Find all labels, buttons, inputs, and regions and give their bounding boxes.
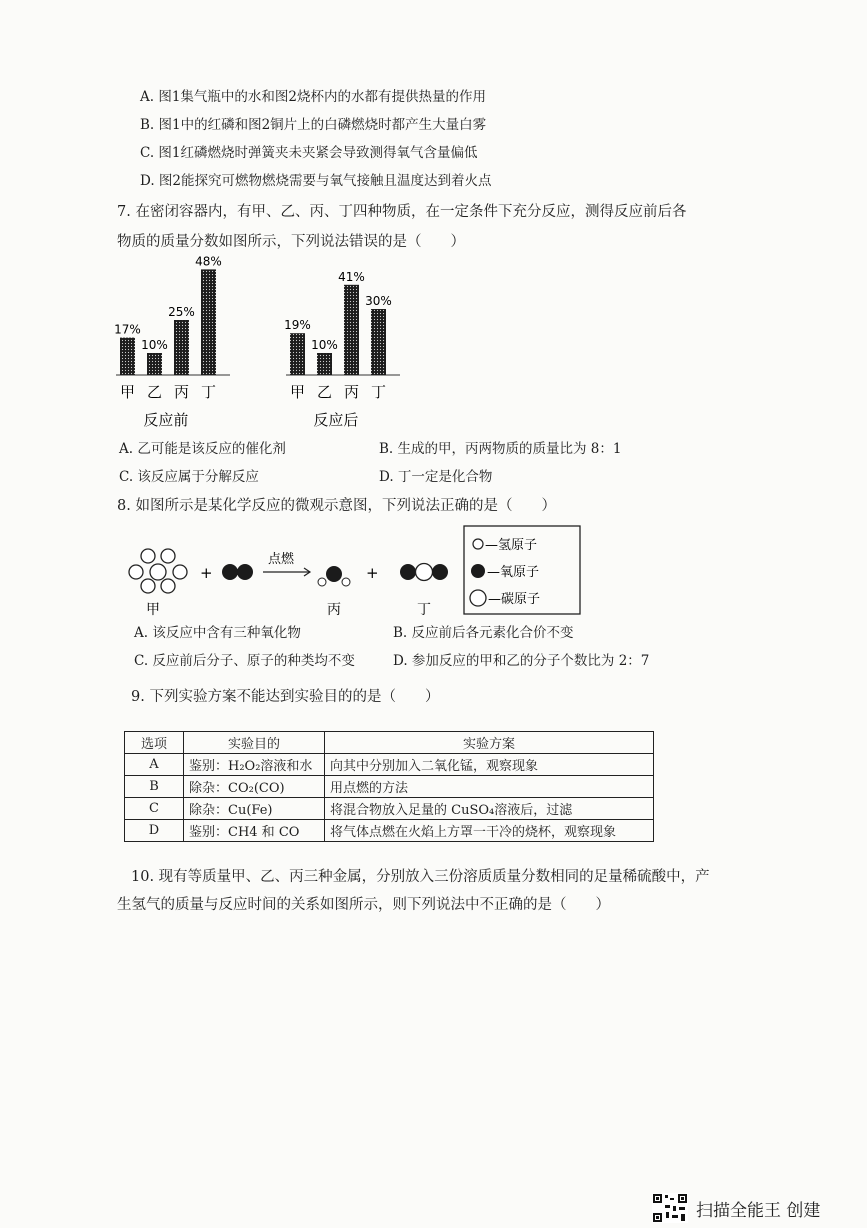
bar-甲 <box>290 333 305 375</box>
bar-丁 <box>371 309 386 375</box>
bar-丙 <box>174 320 189 375</box>
bar-value-label: 25% <box>168 305 195 319</box>
bar-value-label: 30% <box>365 294 392 308</box>
category-label: 乙 <box>316 383 333 401</box>
chart-title: 反应后 <box>313 411 359 429</box>
bar-丙 <box>344 285 359 375</box>
q6-option-a: A. 图1集气瓶中的水和图2烧杯内的水都有提供热量的作用 <box>140 89 487 105</box>
header-purpose: 实验目的 <box>184 732 325 754</box>
q10-stem-line1: 10. 现有等质量甲、乙、丙三种金属，分别放入三份溶质质量分数相同的足量稀硫酸中，产 <box>131 869 710 885</box>
bar-value-label: 48% <box>195 255 222 269</box>
legend-hydrogen: —氢原子 <box>485 538 538 553</box>
q8-stem: 8. 如图所示是某化学反应的微观示意图，下列说法正确的是（ ） <box>117 498 556 514</box>
label-jia: 甲 <box>146 602 160 618</box>
q7-stem-line1: 7. 在密闭容器内，有甲、乙、丙、丁四种物质，在一定条件下充分反应，测得反应前后各 <box>117 204 687 220</box>
q9-stem: 9. 下列实验方案不能达到实验目的的是（ ） <box>131 689 440 705</box>
category-label: 乙 <box>146 383 163 401</box>
scanner-watermark <box>652 1193 852 1223</box>
bar-甲 <box>120 338 135 375</box>
plus-sign: + <box>200 564 213 582</box>
atom-legend <box>464 526 580 614</box>
bar-value-label: 10% <box>311 338 338 352</box>
molecule-ding <box>400 564 448 581</box>
q7-option-b: B. 生成的甲，丙两物质的质量比为 8：1 <box>379 441 622 457</box>
bar-value-label: 17% <box>114 322 141 337</box>
bar-value-label: 19% <box>284 318 311 333</box>
header-option: 选项 <box>125 732 184 754</box>
bar-乙 <box>317 353 332 375</box>
q8-option-b: B. 反应前后各元素化合价不变 <box>393 625 574 641</box>
q7-option-c: C. 该反应属于分解反应 <box>119 469 259 485</box>
legend-carbon: —碳原子 <box>488 592 541 607</box>
bar-value-label: 41% <box>338 269 365 284</box>
legend-oxygen: —氧原子 <box>487 565 540 580</box>
q7-bar-charts <box>100 255 440 435</box>
q7-option-a: A. 乙可能是该反应的催化剂 <box>119 441 286 457</box>
table-header-row <box>125 732 654 754</box>
molecule-yi <box>222 564 253 580</box>
category-label: 丙 <box>343 383 360 401</box>
table-row: C 除杂：Cu(Fe) 将混合物放入足量的 CuSO₄溶液后，过滤 <box>125 798 654 820</box>
category-label: 丁 <box>370 383 387 401</box>
table-row: D 鉴别：CH4 和 CO 将气体点燃在火焰上方罩一干冷的烧杯，观察现象 <box>125 820 654 842</box>
watermark-text: 扫描全能王 创建 <box>696 1200 821 1221</box>
q10-stem-line2: 生氢气的质量与反应时间的关系如图所示，则下列说法中不正确的是（ ） <box>117 897 610 913</box>
label-ding: 丁 <box>417 602 431 618</box>
molecule-jia <box>129 549 187 593</box>
q7-stem-line2: 物质的质量分数如图所示，下列说法错误的是（ ） <box>117 234 465 250</box>
table-row: B 除杂：CO₂(CO) 用点燃的方法 <box>125 776 654 798</box>
reaction-condition: 点燃 <box>268 552 295 567</box>
q9-table <box>124 731 654 842</box>
q6-option-b: B. 图1中的红磷和图2铜片上的白磷燃烧时都产生大量白雾 <box>140 117 487 133</box>
bar-value-label: 10% <box>141 338 168 352</box>
q8-option-a: A. 该反应中含有三种氧化物 <box>134 625 301 641</box>
header-plan: 实验方案 <box>325 732 654 754</box>
plus-sign-2: + <box>366 564 379 582</box>
bar-乙 <box>147 353 162 375</box>
category-label: 甲 <box>119 383 136 401</box>
q7-option-d: D. 丁一定是化合物 <box>379 469 493 485</box>
qr-code-icon <box>652 1193 688 1223</box>
category-label: 丁 <box>200 383 217 401</box>
bar-丁 <box>201 269 216 375</box>
category-label: 甲 <box>289 383 306 401</box>
category-label: 丙 <box>173 383 190 401</box>
q8-option-c: C. 反应前后分子、原子的种类均不变 <box>134 653 355 669</box>
q6-option-c: C. 图1红磷燃烧时弹簧夹未夹紧会导致测得氧气含量偏低 <box>140 145 478 161</box>
label-bing: 丙 <box>327 602 341 618</box>
chart-title: 反应前 <box>143 411 189 429</box>
q6-option-d: D. 图2能探究可燃物燃烧需要与氧气接触且温度达到着火点 <box>140 173 492 189</box>
q8-option-d: D. 参加反应的甲和乙的分子个数比为 2：7 <box>393 653 650 669</box>
q8-micro-diagram <box>120 520 590 620</box>
table-row: A 鉴别：H₂O₂溶液和水 向其中分别加入二氧化锰，观察现象 <box>125 754 654 776</box>
molecule-bing <box>318 566 350 586</box>
